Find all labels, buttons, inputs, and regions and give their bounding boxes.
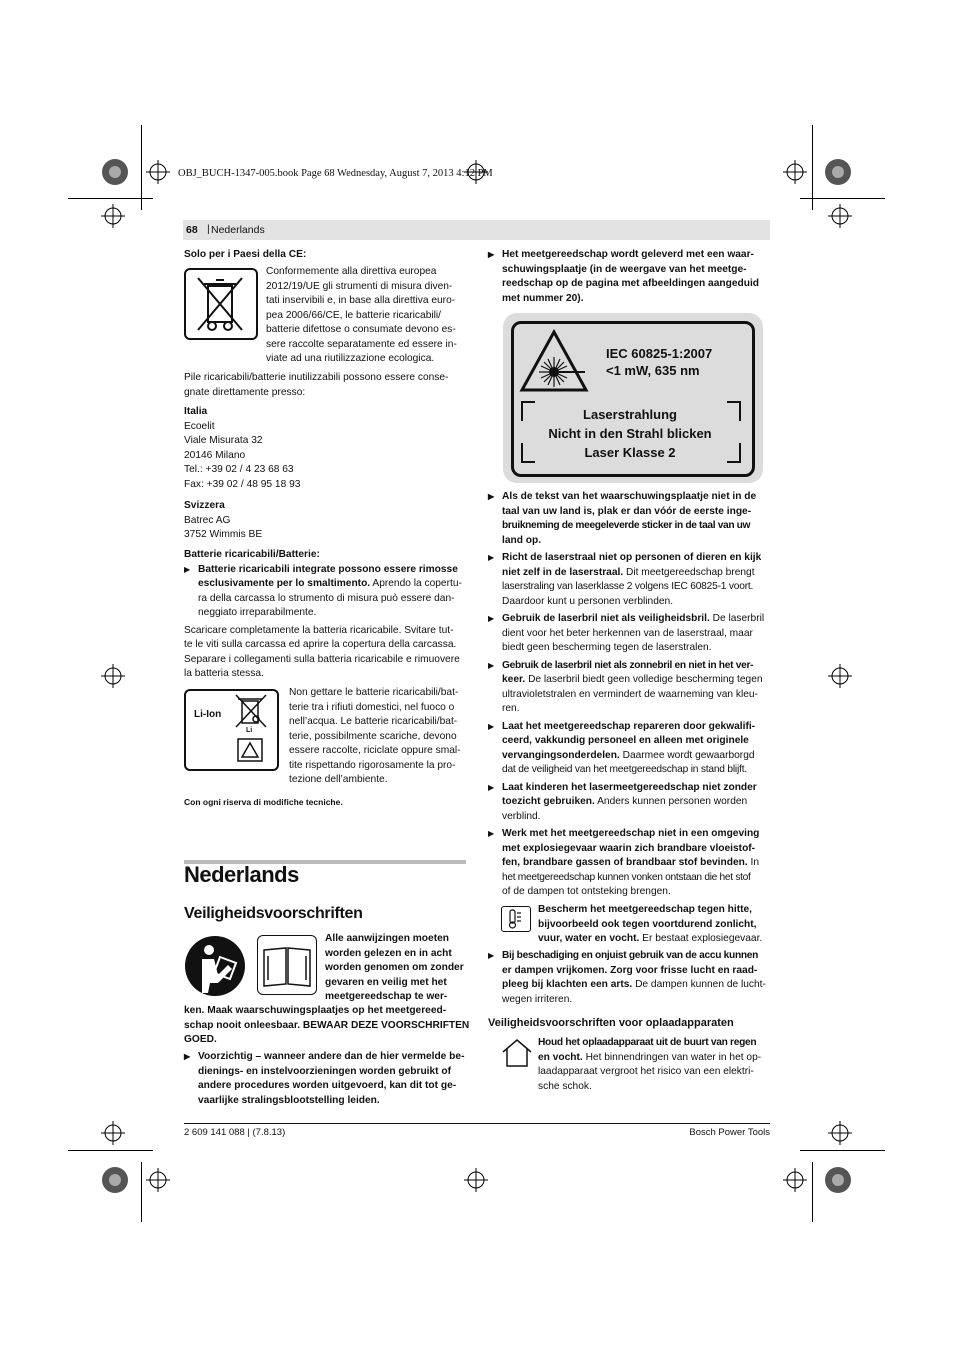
bullet-item xyxy=(488,659,772,717)
address-line: Viale Misurata 32 xyxy=(184,435,263,446)
bullet-triangle-icon: ▶ xyxy=(488,721,495,731)
bullet-line: ultravioletstralen en vermindert de waarneming van kleu- xyxy=(502,688,758,700)
eu-line: tati inservibili e, in base alla direttiva euro- xyxy=(266,295,456,306)
charger-line: Houd het oplaadapparaat uit de buurt van regen xyxy=(538,1037,757,1048)
bullet-line: biedt geen bescherming tegen de laserstralen. xyxy=(502,642,712,653)
intro-line: GOED. xyxy=(184,1034,217,1045)
intro-text xyxy=(325,932,464,1005)
bullet-item xyxy=(488,781,772,825)
bullet-line: land op. xyxy=(502,534,542,546)
li-ion-line: terie tra i rifiuti domestici, nel fuoco o xyxy=(289,701,455,713)
delivered-bullet xyxy=(488,248,772,306)
address-line: Batrec AG xyxy=(184,514,231,526)
eu-line: pea 2006/66/CE, le batterie ricaricabili/ xyxy=(266,309,441,321)
header-bar xyxy=(183,220,770,240)
wee-bin-icon xyxy=(184,268,258,340)
intro-line: schap nooit onleesbaar. BEWAAR DEZE VOORSCHRIFTEN xyxy=(184,1019,470,1031)
charger-line: sche schok. xyxy=(538,1080,592,1092)
bullet-line: ra della carcassa lo strumento di misura può essere dan- xyxy=(198,592,455,604)
bullet-line: Richt de laserstraal niet op personen of dieren en kijk xyxy=(502,552,762,563)
bullet-line: dienings- en instelvoorzieningen worden gebruikt of xyxy=(198,1065,452,1077)
li-ion-text xyxy=(289,686,461,788)
charger-bold: en vocht. xyxy=(538,1051,583,1063)
eu-line: batterie difettose o consumate devono es- xyxy=(266,324,456,335)
laser-warning-label xyxy=(503,313,763,483)
bullet-rest: In xyxy=(747,857,760,868)
bullet-line: met explosiegevaar waarin zich brandbare vloeistof- xyxy=(502,842,756,854)
eu-line: sere raccolte separatamente ed essere in- xyxy=(266,338,457,350)
bullet-line: met nummer 20). xyxy=(502,292,584,304)
li-ion-line: essere raccolte, riciclate oppure smal- xyxy=(289,745,461,756)
bullet-rest: De laserbril xyxy=(709,613,765,624)
bullet-line: of de dampen tot ontsteking brengen. xyxy=(502,886,671,897)
intro-line: Alle aanwijzingen moeten xyxy=(325,933,449,944)
bullet-line: Werk met het meetgereedschap niet in een omgeving xyxy=(502,828,760,839)
bullet-line: vaarlijke stralingsblootstelling leiden. xyxy=(198,1094,380,1106)
bullet-line: er dampen vrijkomen. Zorg voor frisse lucht en raad- xyxy=(502,964,758,976)
laser-text xyxy=(503,405,757,462)
dutch-bullets xyxy=(488,490,772,900)
li-label: Li xyxy=(246,727,253,734)
bullet-rest: De dampen kunnen de lucht- xyxy=(632,979,766,990)
laser-line: Nicht in den Strahl blicken xyxy=(548,426,712,441)
li-ion-line: tezione dell’ambiente. xyxy=(289,774,388,785)
bullet-triangle-icon: ▶ xyxy=(488,492,495,501)
bullet-line: Batterie ricaricabili integrate possono essere rimosse xyxy=(198,563,458,575)
charger-line: laadapparaat vergroot het risico van een elektri- xyxy=(538,1066,754,1077)
li-ion-line: nell’acqua. Le batterie ricaricabili/bat- xyxy=(289,716,458,727)
house-icon xyxy=(501,1038,533,1068)
bullet-bold: pleeg bij klachten een arts. xyxy=(502,979,633,990)
eu-line: viate ad una riutilizzazione ecologica. xyxy=(266,353,435,364)
charger-warning xyxy=(538,1036,761,1094)
bullet-line: Laat het meetgereedschap repareren door gekwalifi- xyxy=(502,720,756,732)
bullet-triangle-icon: ▶ xyxy=(488,782,495,792)
italia-address xyxy=(184,405,300,492)
bullet-rest: Dit meetgereedschap brengt xyxy=(623,566,755,578)
address-line: 3752 Wimmis BE xyxy=(184,529,263,540)
li-ion-line: terie, possibilmente scariche, devono xyxy=(289,730,457,742)
bullet-bold: vervangingsonderdelen. xyxy=(502,749,620,761)
eu-title: Solo per i Paesi della CE: xyxy=(184,249,307,260)
intro-line: worden genomen om zonder xyxy=(325,962,464,973)
section-name: Nederlands xyxy=(211,224,265,236)
bullet-line: Voorzichtig – wanneer andere dan de hier vermelde be- xyxy=(198,1051,465,1062)
intro-line: worden gelezen en in acht xyxy=(325,947,452,959)
li-ion-label: Li-Ion xyxy=(194,709,222,720)
bullet-triangle-icon: ▶ xyxy=(488,614,495,623)
bullet-line: ceerd, vakkundig personeel en alleen met originele xyxy=(502,735,749,746)
bullet-triangle-icon: ▶ xyxy=(488,553,495,562)
bullet-line: dat de veiligheid van het meetgereedschap in stand blijft. xyxy=(502,764,747,775)
battery-title: Batterie ricaricabili/Batterie: xyxy=(184,549,320,560)
thermometer-icon xyxy=(501,906,531,932)
heat-warning xyxy=(538,903,762,947)
heat-line: Bescherm het meetgereedschap tegen hitte, xyxy=(538,904,753,915)
caution-bullet xyxy=(184,1050,468,1108)
bullet-line: bruikneming de meegeleverde sticker in de taal van uw xyxy=(502,520,751,531)
bullet-bold: keer. xyxy=(502,674,526,685)
footer-rule xyxy=(184,1123,770,1124)
bullet-item xyxy=(488,827,772,900)
li-ion-line: tite rispettando rigorosamente la pro- xyxy=(289,759,456,771)
battery-bullet xyxy=(184,563,468,621)
discharge-line: la batteria stessa. xyxy=(184,668,264,679)
return-line: Pile ricaricabili/batterie inutilizzabili possono essere conse- xyxy=(184,372,449,383)
bullet-line: taal van uw land is, plak er dan vóór de eerste inge- xyxy=(502,505,752,517)
heat-line: bijvoorbeeld ook tegen voortdurend zonlicht, xyxy=(538,918,757,930)
bullet-bold: fen, brandbare gassen of brandbaar stof bevinden. xyxy=(502,857,748,868)
laser-warning-icon xyxy=(519,329,589,393)
svizzera-title: Svizzera xyxy=(184,500,225,511)
bullet-line: Als de tekst van het waarschuwingsplaatje niet in de xyxy=(502,491,757,502)
laser-standard: IEC 60825-1:2007 xyxy=(606,346,713,361)
address-line: Ecoelit xyxy=(184,420,215,432)
charger-rest: Het binnendringen van water in het op- xyxy=(582,1051,762,1063)
bullet-line: dient voor het beter herkennen van de laserstraal, maar xyxy=(502,627,753,639)
header-separator: | xyxy=(207,223,210,235)
discharge-line: te le viti sulla carcassa ed aprire la copertura della carcassa. xyxy=(184,639,457,650)
bullet-line: andere procedures worden uitgevoerd, kan dit tot ge- xyxy=(198,1080,457,1091)
footer-brand: Bosch Power Tools xyxy=(689,1127,770,1138)
bullet-rest: Daarmee wordt gewaarborgd xyxy=(619,749,755,761)
bullet-line: Laat kinderen het lasermeetgereedschap niet zonder xyxy=(502,781,757,793)
bullet-line: wegen irriteren. xyxy=(502,993,573,1005)
bullet-item xyxy=(488,490,772,548)
eu-line: 2012/19/UE gli strumenti di misura diven- xyxy=(266,280,453,292)
bullet-triangle-icon: ▶ xyxy=(184,1052,191,1061)
italia-title: Italia xyxy=(184,406,208,417)
section-heading: Nederlands xyxy=(184,862,299,887)
bullet-line: reedschap op de pagina met afbeeldingen aangeduid xyxy=(502,278,760,289)
bullet-triangle-icon: ▶ xyxy=(488,951,495,960)
bullet-line: Het meetgereedschap wordt geleverd met een waar- xyxy=(502,249,754,260)
heat-bold: vuur, water en vocht. xyxy=(538,933,640,944)
address-line: Tel.: +39 02 / 4 23 68 63 xyxy=(184,464,294,475)
page-number: 68 xyxy=(186,224,198,236)
bullet-bold: niet zelf in de laserstraal. xyxy=(502,566,624,578)
bullet-item xyxy=(488,551,772,609)
bullet-line: verblind. xyxy=(502,810,541,822)
bullet-rest: Anders kunnen personen worden xyxy=(594,796,748,807)
bullet-line: ren. xyxy=(502,703,520,714)
laser-spec xyxy=(606,345,712,379)
manual-book-icon xyxy=(257,935,317,995)
svizzera-address xyxy=(184,499,262,543)
laser-line: Laserstrahlung xyxy=(583,407,677,422)
address-line: 20146 Milano xyxy=(184,449,246,461)
bullet-bold: esclusivamente per lo smaltimento. xyxy=(198,578,371,589)
intro-line: ken. Maak waarschuwingsplaatjes op het meetgereed- xyxy=(184,1005,447,1016)
bullet-line: het meetgereedschap kunnen vonken ontstaan die het stof xyxy=(502,871,751,883)
laser-line: Laser Klasse 2 xyxy=(584,445,676,460)
book-info: OBJ_BUCH-1347-005.book Page 68 Wednesday, August 7, 2013 4:12 PM xyxy=(178,168,493,179)
eu-text xyxy=(266,265,457,367)
bullet-line: Bij beschadiging en onjuist gebruik van de accu kunnen xyxy=(502,950,759,961)
bullet-rest: De laserbril biedt geen volledige bescherming tegen xyxy=(525,674,763,685)
discharge-line: Separare i collegamenti sulla batteria ricaricabile e rimuovere xyxy=(184,653,460,665)
laser-power: <1 mW, 635 nm xyxy=(606,363,700,378)
bullet-triangle-icon: ▶ xyxy=(184,564,191,574)
discharge-line: Scaricare completamente la batteria ricaricabile. Svitare tut- xyxy=(184,624,454,636)
safety-heading: Veiligheidsvoorschriften xyxy=(184,905,363,922)
intro-line: gevaren en veilig met het xyxy=(325,976,447,988)
return-line: gnate direttamente presso: xyxy=(184,386,306,398)
bullet-line: Daardoor kunt u personen verblinden. xyxy=(502,595,674,607)
bullet-bold: Gebruik de laserbril niet als veiligheidsbril. xyxy=(502,613,710,624)
bullet-line: laserstraling van laserklasse 2 volgens IEC 60825-1 voort. xyxy=(502,581,754,592)
bullet-item xyxy=(488,720,772,778)
bullet-line: Gebruik de laserbril niet als zonnebril en niet in het ver- xyxy=(502,659,754,671)
reserve-note: Con ogni riserva di modifiche tecniche. xyxy=(184,797,343,807)
battery-section xyxy=(184,548,468,682)
bullet-triangle-icon: ▶ xyxy=(488,250,495,259)
bullet-triangle-icon: ▶ xyxy=(488,829,495,838)
bullet-line: schuwingsplaatje (in de weergave van het meetge- xyxy=(502,263,747,275)
read-manual-icon xyxy=(184,935,246,997)
address-line: Fax: +39 02 / 48 95 18 93 xyxy=(184,478,301,490)
return-text xyxy=(184,371,448,400)
li-ion-recycle-icon xyxy=(184,689,279,771)
footer-doc-number: 2 609 141 088 | (7.8.13) xyxy=(184,1127,286,1138)
intro-line: meetgereedschap te wer- xyxy=(325,991,448,1002)
charger-heading: Veiligheidsvoorschriften voor oplaadapparaten xyxy=(488,1017,734,1029)
li-ion-line: Non gettare le batterie ricaricabili/bat- xyxy=(289,687,459,698)
intro-text-full xyxy=(184,1004,469,1048)
bullet-triangle-icon: ▶ xyxy=(488,660,495,670)
bullet-bold: toezicht gebruiken. xyxy=(502,796,595,807)
bullet-rest: Aprendo la copertu- xyxy=(370,578,462,589)
bullet-item xyxy=(488,612,772,656)
heat-rest: Er bestaat explosiegevaar. xyxy=(639,933,763,944)
eu-line: Conformemente alla direttiva europea xyxy=(266,266,437,277)
accu-bullet xyxy=(488,949,772,1007)
bullet-line: neggiato irreparabilmente. xyxy=(198,607,317,618)
